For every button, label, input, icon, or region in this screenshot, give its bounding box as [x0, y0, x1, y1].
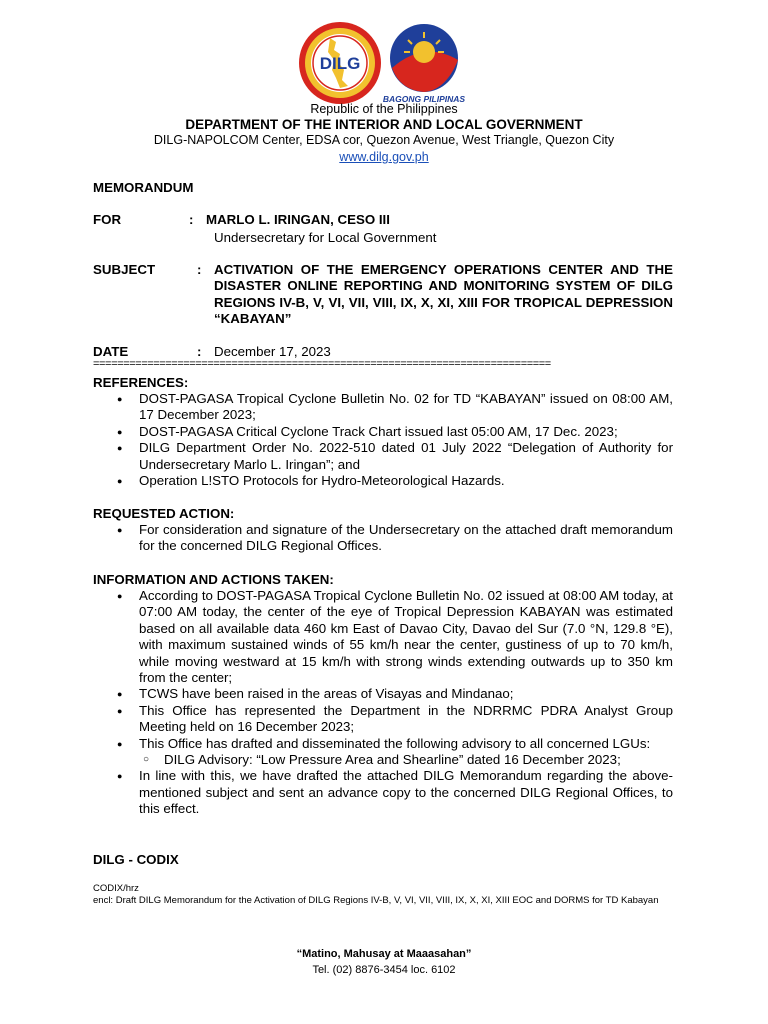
header-logos: [296, 20, 476, 106]
dilg-logo-text: DILG: [319, 54, 361, 73]
reference-item: ● DOST-PAGASA Tropical Cyclone Bulletin No. 02 for TD “KABAYAN” issued on 08:00 AM, 17 December 2023;: [117, 391, 673, 424]
website-link[interactable]: www.dilg.gov.ph: [339, 150, 429, 164]
date-colon: :: [197, 344, 202, 359]
information-item: ● According to DOST-PAGASA Tropical Cyclone Bulletin No. 02 issued at 08:00 AM today, at 07:00 AM today, the center of the eye of Tropical Depression KABAYAN was estimated based on all available data 460 km East of Davao City, Davao del Sur (7.0 °N, 129.8 °E), with maximum sustained winds of 55 km/h near the center, gustiness of up to 70 km/h, while moving westward at 15 km/h with strong winds extending outwards up to 350 km from the center;: [117, 588, 673, 686]
url-wrap: [0, 148, 768, 166]
date-value: December 17, 2023: [214, 344, 331, 359]
footer-motto: “Matino, Mahusay at Maaasahan”: [296, 948, 472, 960]
references-heading: REFERENCES:: [93, 375, 189, 390]
footer-telephone: Tel. (02) 8876-3454 loc. 6102: [312, 964, 456, 976]
subject-colon: :: [197, 262, 202, 277]
requested-action-list: [117, 522, 673, 555]
information-sub-item-row: [117, 752, 673, 768]
date-label: DATE: [93, 344, 129, 359]
bagong-pilipinas-logo-icon: [390, 24, 458, 92]
subject-label: SUBJECT: [93, 262, 156, 277]
signoff: DILG - CODIX: [93, 852, 179, 867]
for-label: FOR: [93, 212, 122, 227]
enclosure-note: encl: Draft DILG Memorandum for the Activation of DILG Regions IV-B, V, VI, VII, VIII, IX, X, XI, XIII EOC and DORMS for TD Kabayan: [93, 895, 659, 906]
information-list: [117, 588, 673, 818]
references-list: [117, 391, 673, 489]
hollow-bullet-icon: ○: [143, 754, 150, 766]
information-heading: INFORMATION AND ACTIONS TAKEN:: [93, 572, 334, 587]
subject-text: ACTIVATION OF THE EMERGENCY OPERATIONS CENTER AND THE DISASTER ONLINE REPORTING AND MONITORING SYSTEM OF DILG REGIONS IV-B, V, VI, VII, VIII, IX, X, XI, XIII FOR TROPICAL DEPRESSION “KABAYAN”: [214, 262, 673, 327]
initials-note: CODIX/hrz: [93, 883, 139, 894]
reference-item: ● DILG Department Order No. 2022-510 dated 01 July 2022 “Delegation of Authority for Undersecretary Marlo L. Iringan”; and: [117, 440, 673, 473]
separator-line: ============================================================================: [93, 358, 551, 370]
for-position: Undersecretary for Local Government: [214, 230, 437, 245]
requested-action-item: ● For consideration and signature of the Undersecretary on the attached draft memorandum for the concerned DILG Regional Offices.: [117, 522, 673, 555]
bagong-pilipinas-text: BAGONG PILIPINAS: [382, 94, 466, 104]
reference-item: ● DOST-PAGASA Critical Cyclone Track Chart issued last 05:00 AM, 17 Dec. 2023;: [117, 424, 673, 440]
requested-action-heading: REQUESTED ACTION:: [93, 506, 235, 521]
department-name: DEPARTMENT OF THE INTERIOR AND LOCAL GOVERNMENT: [185, 117, 583, 132]
republic-line: Republic of the Philippines: [310, 102, 458, 116]
for-name: MARLO L. IRINGAN, CESO III: [206, 212, 390, 227]
department-address: DILG-NAPOLCOM Center, EDSA cor, Quezon Avenue, West Triangle, Quezon City: [153, 133, 615, 147]
information-item: ● TCWS have been raised in the areas of Visayas and Mindanao;: [117, 686, 673, 702]
information-sub-item: DILG Advisory: “Low Pressure Area and Shearline” dated 16 December 2023;: [164, 752, 621, 768]
memo-title: MEMORANDUM: [93, 180, 194, 195]
logo-graphics: [296, 20, 476, 106]
information-item: ● This Office has drafted and disseminated the following advisory to all concerned LGUs:: [117, 736, 673, 752]
information-item: ● This Office has represented the Department in the NDRRMC PDRA Analyst Group Meeting held on 16 December 2023;: [117, 703, 673, 736]
reference-item: ● Operation L!STO Protocols for Hydro-Meteorological Hazards.: [117, 473, 673, 489]
information-item: ● In line with this, we have drafted the attached DILG Memorandum regarding the above-mentioned subject and sent an advance copy to the concerned DILG Regional Offices, to this effect.: [117, 768, 673, 817]
for-colon: :: [189, 212, 194, 227]
